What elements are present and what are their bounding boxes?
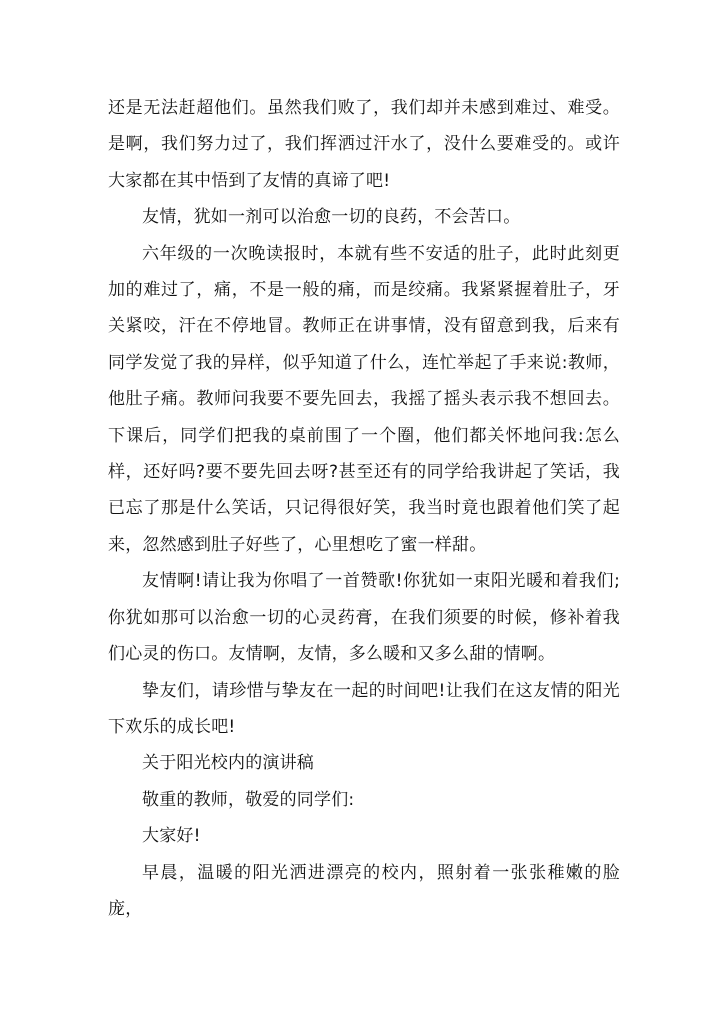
paragraph-2: 友情，犹如一剂可以治愈一切的良药，不会苦口。 bbox=[142, 207, 521, 228]
paragraph-9: 早晨，温暖的阳光洒进漂亮的校内，照射着一张张稚嫩的脸庞， bbox=[108, 862, 620, 919]
paragraph-1: 还是无法赶超他们。虽然我们败了，我们却并未感到难过、难受。是啊，我们努力过了，我们挥洒过汗水了，没什么要难受的。或许大家都在其中悟到了友情的真谛了吧! bbox=[108, 98, 620, 191]
greeting: 大家好! bbox=[142, 826, 201, 847]
speech-title: 关于阳光校内的演讲稿 bbox=[142, 753, 314, 774]
document-body bbox=[108, 90, 620, 927]
paragraph-3: 六年级的一次晚读报时，本就有些不安适的肚子，此时此刻更加的难过了，痛，不是一般的痛，而是绞痛。我紧紧握着肚子，牙关紧咬，汗在不停地冒。教师正在讲事情，没有留意到我，后来有同学发觉了我的异样，似乎知道了什么，连忙举起了手来说:教师，他肚子痛。教师问我要不要先回去，我摇了摇头表示我不想回去。下课后，同学们把我的桌前围了一个圈，他们都关怀地问我:怎么样，还好吗?要不要先回去呀?甚至还有的同学给我讲起了笑话，我已忘了那是什么笑话，只记得很好笑，我当时竟也跟着他们笑了起来，忽然感到肚子好些了，心里想吃了蜜一样甜。 bbox=[108, 243, 620, 555]
paragraph-5: 挚友们，请珍惜与挚友在一起的时间吧!让我们在这友情的阳光下欢乐的成长吧! bbox=[108, 680, 620, 737]
paragraph-4: 友情啊!请让我为你唱了一首赞歌!你犹如一束阳光暖和着我们;你犹如那可以治愈一切的心灵药膏，在我们须要的时候，修补着我们心灵的伤口。友情啊，友情，多么暖和又多么甜的情啊。 bbox=[108, 571, 620, 665]
salutation: 敬重的教师，敬爱的同学们: bbox=[142, 789, 355, 810]
